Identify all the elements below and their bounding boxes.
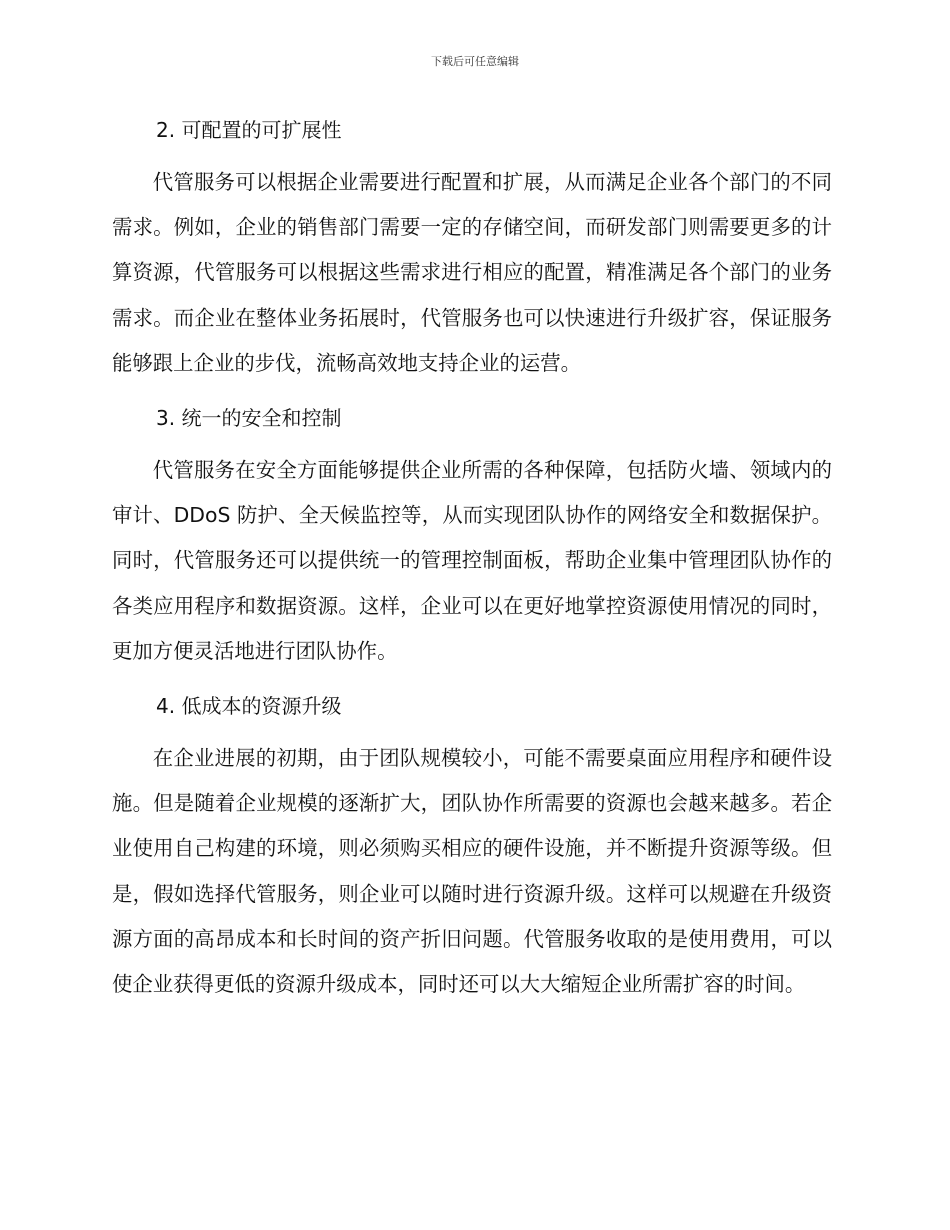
section-heading: 3. 统一的安全和控制 — [156, 406, 342, 431]
section-paragraph: 在企业进展的初期，由于团队规模较小，可能不需要桌面应用程序和硬件设施。但是随着企业规模的逐渐扩大，团队协作所需要的资源也会越来越多。若企业使用自己构建的环境，则必须购买相应的硬件设施，并不断提升资源等级。但是，假如选择代管服务，则企业可以随时进行资源升级。这样可以规避在升级资源方面的高昂成本和长时间的资产折旧问题。代管服务收取的是使用费用，可以使企业获得更低的资源升级成本，同时还可以大大缩短企业所需扩容的时间。 — [112, 746, 832, 997]
section-low-cost-resource-upgrade — [112, 686, 832, 1007]
section-paragraph: 代管服务在安全方面能够提供企业所需的各种保障，包括防火墙、领域内的审计、DDoS 防护、全天候监控等，从而实现团队协作的网络安全和数据保护。同时，代管服务还可以提供统一的管理控制面板，帮助企业集中管理团队协作的各类应用程序和数据资源。这样，企业可以在更好地掌控资源使用情况的同时，更加方便灵活地进行团队协作。 — [112, 458, 832, 663]
section-heading: 4. 低成本的资源升级 — [156, 694, 342, 719]
document-body — [112, 110, 832, 1019]
header-note: 下载后可任意编辑 — [431, 55, 519, 68]
section-heading: 2. 可配置的可扩展性 — [156, 118, 342, 142]
section-unified-security-control — [112, 398, 832, 674]
section-paragraph: 代管服务可以根据企业需要进行配置和扩展，从而满足企业各个部门的不同需求。例如，企业的销售部门需要一定的存储空间，而研发部门则需要更多的计算资源，代管服务可以根据这些需求进行相应的配置，精准满足各个部门的业务需求。而企业在整体业务拓展时，代管服务也可以快速进行升级扩容，保证服务能够跟上企业的步伐，流畅高效地支持企业的运营。 — [112, 170, 832, 375]
section-configurable-scalability — [112, 110, 832, 386]
